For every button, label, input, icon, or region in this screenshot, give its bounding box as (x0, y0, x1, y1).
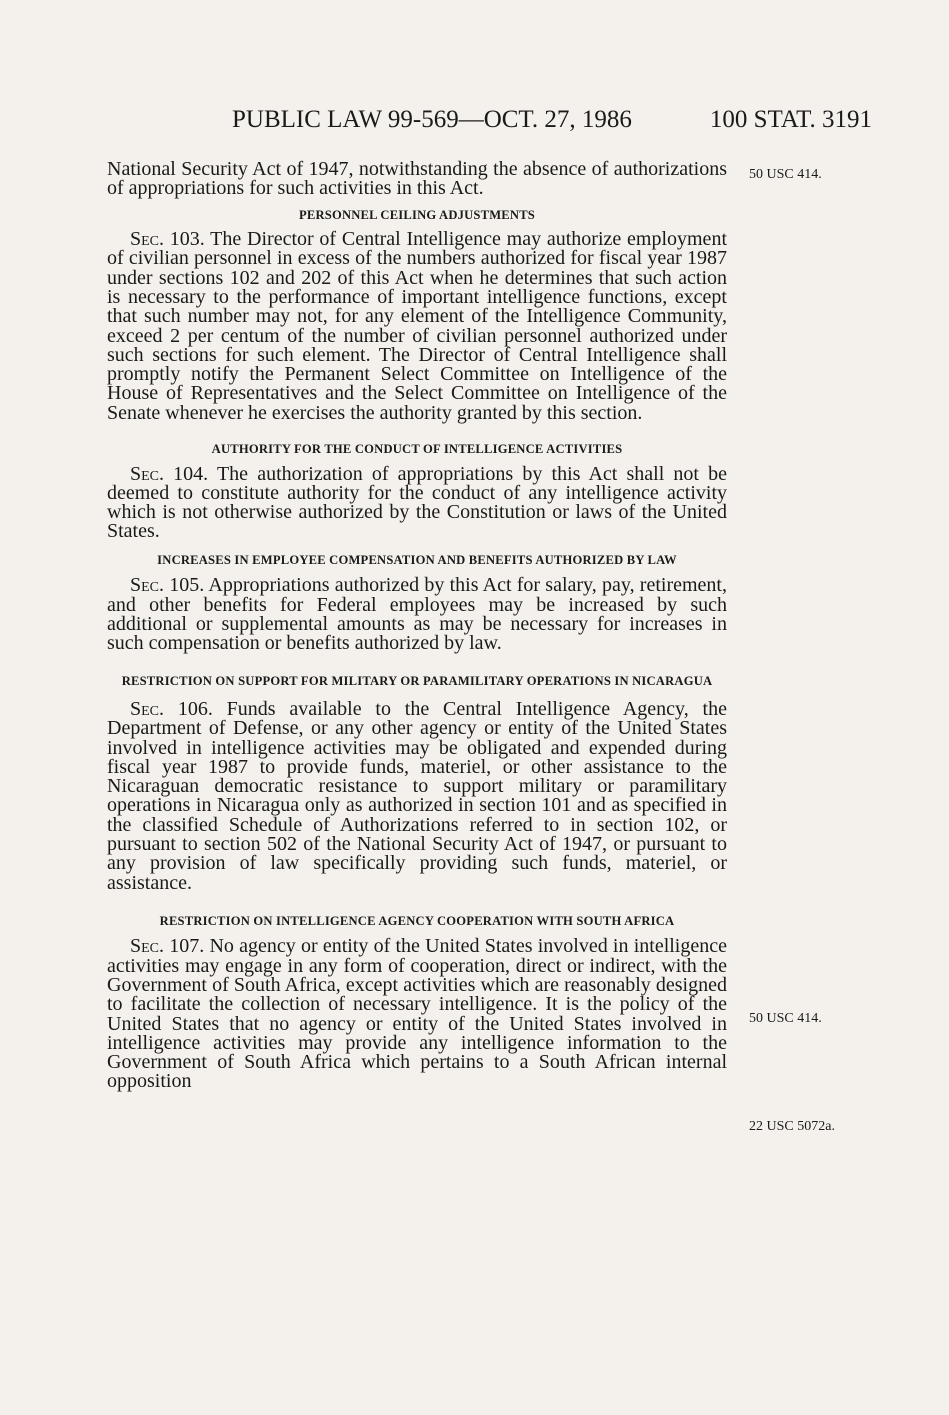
body-column (107, 160, 727, 1092)
heading-sec-106: RESTRICTION ON SUPPORT FOR MILITARY OR PARAMILITARY OPERATIONS IN NICARAGUA (121, 674, 713, 689)
paragraph-sec-107 (107, 937, 727, 1091)
sec-label: Sec. (130, 462, 165, 485)
paragraph-text: 106. Funds available to the Central Intelligence Agency, the Department of Defense, or any other agency or entity of the United States involved in intelligence activities may be obligated and expended during fiscal year 1987 to provide funds, materiel, or other assistance to the Nicaraguan democratic resistance to support military or paramilitary operations in Nicaragua only as authorized in section 101 and as specified in the classified Schedule of Authorizations referred to in section 102, or pursuant to section 502 of the National Security Act of 1947, or pursuant to any provision of law specifically providing such funds, materiel, or assistance. (107, 697, 727, 894)
sec-label: Sec. (130, 574, 165, 597)
heading-sec-104: AUTHORITY FOR THE CONDUCT OF INTELLIGENCE ACTIVITIES (211, 442, 623, 457)
paragraph-sec-103 (107, 230, 727, 423)
paragraph-text: 105. Appropriations authorized by this Act for salary, pay, retirement, and other benefits for Federal employees may be increased by such additional or supplemental amounts as may be necessary for increases in such compensation or benefits authorized by law. (107, 574, 727, 655)
paragraph-sec-104 (107, 462, 727, 543)
running-head-page-number: 100 STAT. 3191 (709, 106, 872, 133)
sec-label: Sec. (130, 935, 165, 958)
paragraph-text: 104. The authorization of appropriations by this Act shall not be deemed to constitute authority for the conduct of any intelligence activity which is not otherwise authorized by the Constitution or laws of the United States. (107, 462, 727, 543)
paragraph-sec-105 (107, 576, 727, 653)
sec-label: Sec. (130, 697, 165, 720)
paragraph-text: 107. No agency or entity of the United States involved in intelligence activities may engage in any form of cooperation, direct or indirect, with the Government of South Africa, except activities which are reasonably designed to facilitate the collection of necessary intelligence. It is the policy of the United States that no agency or entity of the United States involved in intelligence activities may provide any intelligence information to the Government of South Africa which pertains to a South African internal opposition (107, 935, 727, 1093)
margin-note-usc-1: 50 USC 414. (749, 167, 822, 182)
margin-note-usc-3: 22 USC 5072a. (749, 1119, 835, 1134)
running-head-citation: PUBLIC LAW 99-569—OCT. 27, 1986 (232, 106, 632, 133)
paragraph-text: 103. The Director of Central Intelligence may authorize employment of civilian personnel in excess of the numbers authorized for fiscal year 1987 under sections 102 and 202 of this Act when he determines that such action is necessary to the performance of important intelligence functions, except that such number may not, for any element of the Intelligence Community, exceed 2 per centum of the number of civilian personnel authorized under such sections for such element. The Director of Central Intelligence shall promptly notify the Permanent Select Committee on Intelligence of the House of Representatives and the Select Committee on Intelligence of the Senate whenever he exercises the authority granted by this section. (107, 228, 727, 424)
heading-sec-105: INCREASES IN EMPLOYEE COMPENSATION AND BENEFITS AUTHORIZED BY LAW (157, 552, 677, 567)
intro-paragraph: National Security Act of 1947, notwithstanding the absence of authorizations of appropriations for such activities in this Act. (107, 158, 727, 200)
heading-sec-107: RESTRICTION ON INTELLIGENCE AGENCY COOPERATION WITH SOUTH AFRICA (159, 913, 675, 928)
running-head (232, 103, 872, 137)
margin-note-usc-2: 50 USC 414. (749, 1011, 822, 1026)
paragraph-sec-106 (107, 697, 727, 894)
sec-label: Sec. (130, 228, 165, 251)
heading-sec-103: PERSONNEL CEILING ADJUSTMENTS (298, 207, 536, 222)
